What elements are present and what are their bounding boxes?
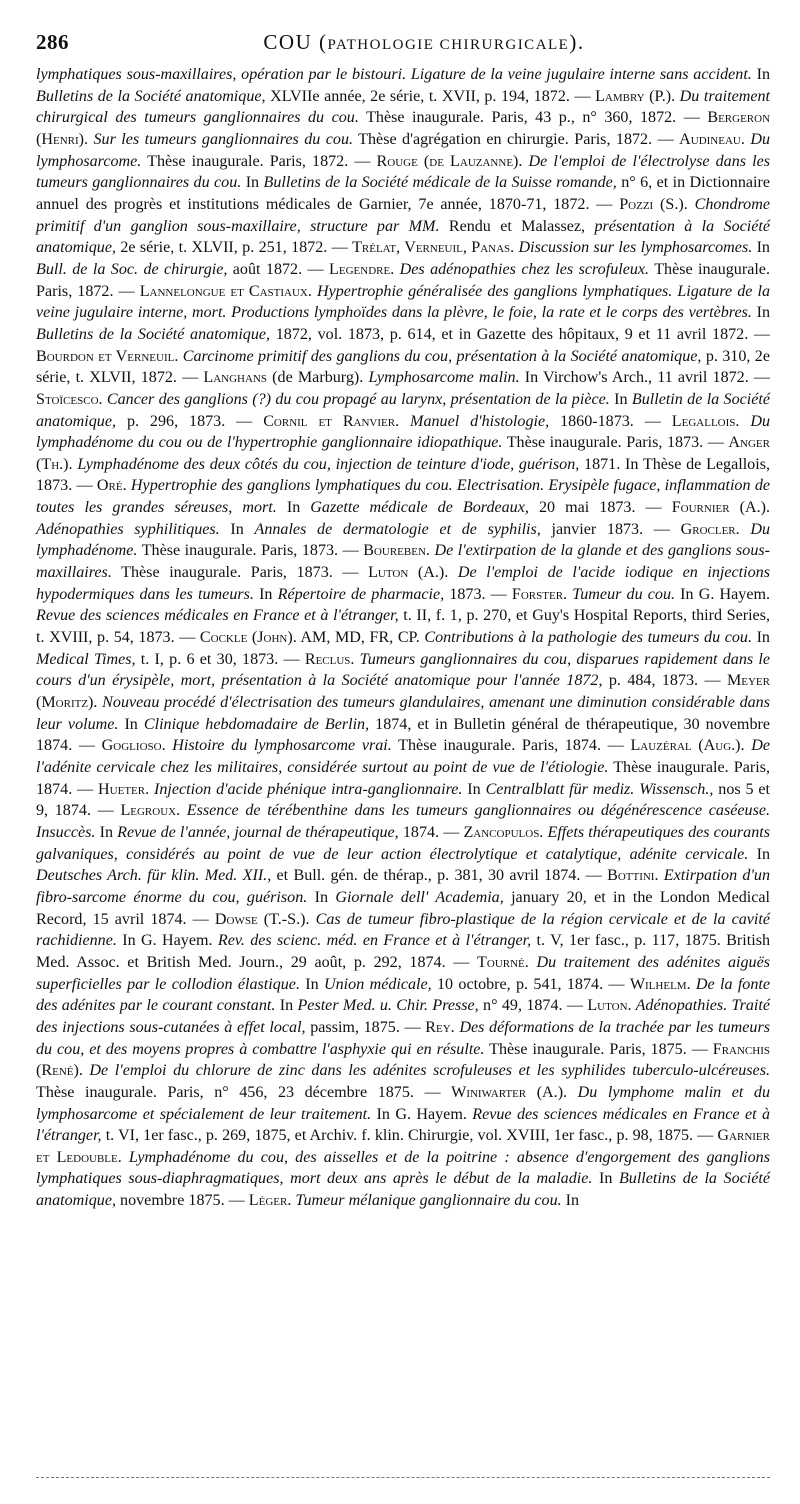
entry-title: Lymphadénome du cou, des aisselles et de la poitrine : absence d'engorgement des ganglions lymphatiques sous-diaphragmatiques, mort deux ans après le début de la maladie. — [36, 1148, 770, 1188]
entry-citation-details: 1874, et in Bulletin général de thérapeutique, 30 novembre 1874. — — [36, 715, 770, 755]
entry-citation: Thèse inaugurale. Paris, 1873. — — [137, 542, 359, 560]
entry-citation: In — [253, 585, 278, 603]
entry-author: Grocler. — [680, 520, 740, 538]
entry-citation-details: 1872, vol. 1873, p. 614, et in Gazette des hôpitaux, 9 et 11 avril 1872. — — [270, 325, 770, 343]
entry-citation: (de Marburg). — [267, 369, 369, 387]
entry-author: Luton (A.). — [368, 564, 449, 582]
entry-citation-details: 2e série, t. XLVII, p. 251, 1872. — — [116, 239, 348, 257]
entry-citation-details: t. V, 1er fasc., p. 117, 1875. British Med. Assoc. et British Med. Journ., 29 août, p. 292, 1874. — — [36, 932, 770, 971]
entry-citation: p. 484, 1873. — — [602, 672, 721, 690]
entry-author: Winiwarter (A.). — [451, 1083, 568, 1101]
footer-rule — [36, 1477, 770, 1478]
entry-citation: In — [751, 629, 770, 647]
entry-citation-details: janvier 1873. — — [540, 520, 670, 538]
entry-source-title: Annales de dermatologie et de syphilis, — [254, 520, 541, 538]
entry-citation: In — [299, 975, 325, 993]
running-head — [36, 30, 772, 55]
entry-author: Bottini. — [607, 867, 659, 885]
entry-author: Zancopulos. — [463, 823, 544, 841]
entry-source-title: Gazette médicale de Bordeaux, — [310, 499, 529, 517]
entry-title: Adénopathies syphilitiques. — [36, 520, 220, 538]
bibliography-entry — [36, 283, 770, 343]
entry-title: Histoire du lymphosarcome vrai. — [165, 737, 392, 755]
entry-citation: In — [307, 888, 336, 906]
entry-source-title: Revue de l'année, journal de thérapeutique, — [117, 823, 399, 841]
entry-citation: In — [95, 823, 118, 841]
entry-citation: In G. Hayem. — [116, 932, 218, 950]
entry-source-title: Centralblatt für mediz. Wissensch., — [485, 780, 714, 798]
entry-citation-details: et Bull. gén. de thérap., p. 381, 30 avril 1874. — — [271, 867, 602, 885]
entry-citation: Thèse inaugurale. Paris, 1874. — — [36, 759, 770, 798]
entry-citation-details: n° 49, 1874. — — [478, 997, 583, 1015]
entry-citation: Thèse inaugurale. Paris, 43 p., n° 360, 1872. — — [358, 109, 700, 127]
entry-citation-details: p. 296, 1873. — — [116, 412, 253, 430]
entry-author: Hueter. — [98, 780, 150, 798]
entry-author: Reclus. — [304, 650, 355, 668]
entry-title: Tumeur mélanique ganglionnaire du cou. — [291, 1192, 562, 1210]
entry-title: Manuel d'histologie, — [399, 412, 550, 430]
entry-citation: In — [275, 997, 298, 1015]
running-head-main: COU ( — [263, 30, 328, 54]
entry-citation: 1871. In Thèse de Legallois, 1873. — — [36, 455, 770, 495]
entry-author: Garnier et Ledouble. — [36, 1127, 770, 1166]
entry-author: Stoïcesco. — [36, 390, 103, 408]
entry-citation: In — [561, 1192, 580, 1210]
entry-citation: In — [241, 174, 264, 192]
entry-title: Extirpation d'un fibro-sarcome énorme du cou, guérison. — [36, 867, 770, 906]
entry-citation-details: novembre 1875. — — [116, 1192, 245, 1210]
entry-author: Legendre. — [329, 260, 395, 278]
entry-citation: In — [276, 499, 311, 517]
entry-title: Du traitement chirurgical des tumeurs ganglionnaires du cou. — [36, 87, 770, 127]
entry-source-title: présentation à la Société anatomique, — [36, 217, 770, 257]
bibliography-entry — [102, 737, 624, 754]
entry-source-title: Répertoire de pharmacie, — [277, 585, 445, 603]
entry-citation: Thèse inaugurale. Paris, 1872. — — [36, 260, 770, 300]
entry-citation: In — [752, 239, 770, 257]
entry-citation: Thèse inaugurale. Paris, n° 456, 23 décembre 1875. — — [36, 1083, 441, 1101]
entry-citation: In — [751, 304, 770, 322]
entry-source-title: Revue des sciences médicales en France et à l'étranger, — [36, 607, 399, 625]
entry-citation: In — [592, 1170, 619, 1188]
entry-citation-details: n° 6, et in Dictionnaire annuel des progrès et institutions médicales de Garnier, 7e année, 1870-71, 1872. — — [36, 174, 770, 213]
entry-title: Contributions à la pathologie des tumeurs du cou. — [419, 629, 752, 647]
entry-author: Tourné. — [477, 953, 529, 971]
page-header — [36, 24, 772, 60]
entry-author: Legallois. — [671, 412, 740, 430]
entry-author: Lannelongue et Castiaux. — [139, 282, 312, 300]
entry-citation-details: t. II, f. 1, p. 270, et Guy's Hospital Reports, third Series, t. XVIII, p. 54, 1873. — — [36, 607, 770, 647]
entry-title: Du lymphadénome du cou ou de l'hypertrophie ganglionnaire idiopathique. — [36, 412, 770, 452]
bibliography-entry — [36, 477, 770, 516]
entry-citation: In — [219, 520, 255, 538]
entry-citation-details: january 20, et in the London Medical Record, 15 avril 1874. — — [36, 888, 770, 928]
entry-author: Langhans — [203, 369, 267, 387]
entry-author: Oré. — [96, 477, 127, 495]
entry-source-title: Medical Times, — [36, 650, 136, 668]
entry-citation: In — [118, 715, 144, 733]
entry-title: Carcinome primitif des ganglions du cou, présentation à la Société anatomique, — [178, 347, 702, 365]
entry-citation: In G. Hayem. — [675, 585, 771, 603]
entry-title: De la fonte des adénites par le courant constant. — [36, 975, 771, 1015]
entry-title: Du lymphome malin et du lymphosarcome et spécialement de leur traitement. — [36, 1083, 771, 1123]
bibliography-entry — [203, 369, 770, 386]
entry-source-title: Bulletins de la Société anatomique, — [36, 1170, 771, 1210]
entry-citation-details: t. VI, 1er fasc., p. 269, 1875, et Archiv. f. klin. Chirurgie, vol. XVIII, 1er fasc., p. 98, 1875. — — [101, 1127, 714, 1145]
entry-source-title: Bulletins de la Société médicale de la Suisse romande, — [263, 174, 617, 192]
entry-citation-details: 10 octobre, p. 541, 1874. — — [431, 975, 625, 993]
running-head-end: ). — [569, 30, 585, 54]
entry-source-title: Rev. des scienc. méd. en France et à l'étranger, — [217, 932, 532, 950]
entry-author: Léger. — [248, 1192, 292, 1210]
entry-title: Tumeur du cou. — [567, 585, 676, 603]
entry-citation: Thèse inaugurale. Paris, 1875. — — [484, 1040, 708, 1058]
entry-citation-details: t. I, p. 6 et 30, 1873. — — [135, 650, 300, 668]
entry-author: Lauzéral (Aug.). — [630, 737, 745, 755]
entry-citation: passim, 1875. — — [305, 1018, 421, 1036]
entry-citation: Thèse d'agrégation en chirurgie. Paris, 1872. — — [353, 130, 674, 148]
entry-author: Trélat, Verneuil, Panas. — [352, 239, 515, 257]
entry-citation-details: août 1872. — — [227, 260, 324, 278]
entry-author: Fournier (A.). — [671, 499, 770, 517]
entry-citation: Thèse inaugurale. Paris, 1874. — — [391, 737, 624, 755]
entry-title: Des déformations de la trachée par les tumeurs du cou, et des moyens propres à combattre l'asphyxie qui en résulte. — [36, 1018, 770, 1058]
entry-title: De l'emploi de l'acide iodique en injections hypodermiques dans les tumeurs. — [36, 564, 770, 603]
bibliography-entry — [263, 413, 661, 430]
entry-citation-details: XLVIIe année, 2e série, t. XVII, p. 194, 1872. — — [265, 87, 591, 105]
entry-citation: Thèse inaugurale. Paris, 1873. — — [111, 564, 359, 582]
entry-citation-details: nos 5 et 9, 1874. — — [36, 780, 771, 820]
entry-title: lymphatiques sous-maxillaires, opération par le bistouri. Ligature de la veine jugulaire interne sans accident. — [36, 66, 752, 83]
entry-author: Rey. — [425, 1018, 455, 1036]
bibliography-entry — [249, 1192, 579, 1209]
entry-citation: p. 310, 2e série, t. XLVII, 1872. — — [36, 347, 770, 387]
entry-title: Chondrome primitif d'un ganglion sous-maxillaire, structure par MM. — [36, 195, 770, 235]
entry-author: Audineau. — [679, 130, 745, 148]
page-number: 286 — [36, 30, 69, 54]
entry-title: Essence de térébenthine dans les tumeurs ganglionnaires ou dégénérescence caséeuse. Insuccès. — [36, 802, 771, 841]
entry-author: Franchis (René). — [36, 1040, 770, 1080]
entry-source-title: Clinique hebdomadaire de Berlin, — [143, 715, 370, 733]
entry-title: De l'emploi du chlorure de zinc dans les adénites scrofuleuses et les syphilides tuberculo-ulcéreuses. — [82, 1062, 770, 1080]
entry-title: Cancer des ganglions (?) du cou propagé au larynx, présentation de la pièce. — [102, 390, 610, 408]
entry-source-title: Revue des sciences médicales en France et à l'étranger, — [36, 1105, 770, 1145]
entry-title: Cas de tumeur fibro-plastique de la région cervicale et de la cavité rachidienne. — [36, 910, 771, 950]
entry-title: Nouveau procédé d'électrisation des tumeurs glandulaires, amenant une diminution considérable dans leur volume. — [36, 694, 770, 733]
entry-source-title: Bulletins de la Société anatomique, — [36, 325, 271, 343]
entry-author: Lambry (P.). — [595, 87, 676, 105]
entry-citation: 1860-1873. — — [549, 412, 661, 430]
entry-author: Bourdon et Verneuil. — [36, 347, 179, 365]
entry-title: De l'extirpation de la glande et des ganglions sous-maxillaires. — [36, 542, 770, 582]
entry-title: De l'emploi de l'électrolyse dans les tumeurs ganglionnaires du cou. — [36, 152, 770, 192]
entry-citation-details: 1874. — — [398, 823, 460, 841]
entry-title: Tumeurs ganglionnaires du cou, disparues rapidement dans le cours d'un érysipèle, mort, présentation à la Société anatomique pour l'année 1872, — [36, 650, 770, 690]
entry-title: Effets thérapeutiques des courants galvaniques, considérés au point de vue de leur action électrolytique et catalytique, adénite cervicale. — [36, 823, 770, 863]
entry-author: Cockle (John). AM, MD, FR, CP. — [199, 629, 420, 647]
entry-title: Sur les tumeurs ganglionnaires du cou. — [88, 130, 354, 148]
entry-author: Boureben. — [363, 542, 430, 560]
entry-citation-details: In Virchow's Arch., 11 avril 1872. — — [519, 369, 770, 387]
entry-source-title: Pester Med. u. Chir. Presse, — [297, 997, 479, 1015]
entry-citation: In — [748, 845, 770, 863]
entry-title: Du lymphosarcome. — [36, 130, 770, 170]
entry-author: Legroux. — [120, 802, 181, 820]
entry-author: Pozzi (S.). — [619, 195, 688, 213]
entry-author: Meyer (Moritz). — [36, 672, 770, 712]
entry-author: Cornil et Ranvier. — [263, 412, 400, 430]
entry-title: Hypertrophie des ganglions lymphatiques du cou. Electrisation. Erysipèle fugace, inflammation de toutes les grandes séreuses, mort. — [36, 477, 771, 517]
entry-author: Anger (Th.). — [36, 434, 770, 473]
entry-title: Hypertrophie généralisée des ganglions lymphatiques. Ligature de la veine jugulaire interne, mort. Productions lymphoïdes dans la plèvre, le foie, la rate et le corps des vertèbres. — [36, 282, 770, 322]
entry-citation: Rendu et Malassez, — [439, 217, 595, 235]
entry-source-title: Union médicale, — [324, 975, 432, 993]
entry-author: Dowse (T.-S.). — [214, 910, 310, 928]
entry-title: Du lymphadénome. — [36, 520, 771, 560]
entry-citation: Thèse inaugurale. Paris, 1873. — — [502, 434, 724, 452]
entry-author: Forster. — [511, 585, 568, 603]
entry-author: Rouge (de Lauzanne). — [376, 152, 523, 170]
entry-source-title: Bulletin de la Société anatomique, — [36, 390, 771, 430]
entry-title: Du traitement des adénites aiguës superficielles par le collodion élastique. — [36, 953, 771, 993]
entry-source-title: Bull. de la Soc. de chirurgie, — [36, 260, 228, 278]
entry-author: Wilhelm. — [629, 975, 691, 993]
running-head-subtitle: PATHOLOGIE CHIRURGICALE — [327, 37, 570, 53]
entry-author: Bergeron (Henri). — [36, 109, 771, 148]
entry-author: Goglioso. — [101, 737, 166, 755]
entry-title: Discussion sur les lymphosarcomes. — [514, 239, 753, 257]
entry-citation: In — [609, 390, 632, 408]
entry-source-title: Bulletins de la Société anatomique, — [36, 87, 266, 105]
entry-citation: Thèse inaugurale. Paris, 1872. — — [141, 152, 371, 170]
entry-author: Luton. — [587, 997, 632, 1015]
entry-title: Lymphadénome des deux côtés du cou, injection de teinture d'iode, guérison, — [72, 455, 580, 473]
entry-citation-details: 20 mai 1873. — — [528, 499, 662, 517]
entry-source-title: Giornale dell' Academia, — [335, 888, 504, 906]
entry-citation-details: 1873. — — [444, 585, 507, 603]
entry-title: Adénopathies. Traité des injections sous-cutanées à effet local, — [36, 997, 771, 1036]
entry-title: Injection d'acide phénique intra-ganglionnaire. — [149, 780, 463, 798]
entry-title: De l'adénite cervicale chez les militaires, considérée surtout au point de vue de l'étiologie. — [36, 737, 771, 776]
entry-source-title: Deutsches Arch. für klin. Med. XII., — [36, 867, 272, 885]
entry-citation: In — [751, 66, 770, 83]
entry-title: Des adénopathies chez les scrofuleux. — [394, 260, 650, 278]
entry-citation: In G. Hayem. — [371, 1105, 473, 1123]
entry-source-title: Lymphosarcome malin. — [368, 369, 520, 387]
entry-citation: In — [462, 780, 486, 798]
bibliography-text — [36, 64, 770, 1212]
